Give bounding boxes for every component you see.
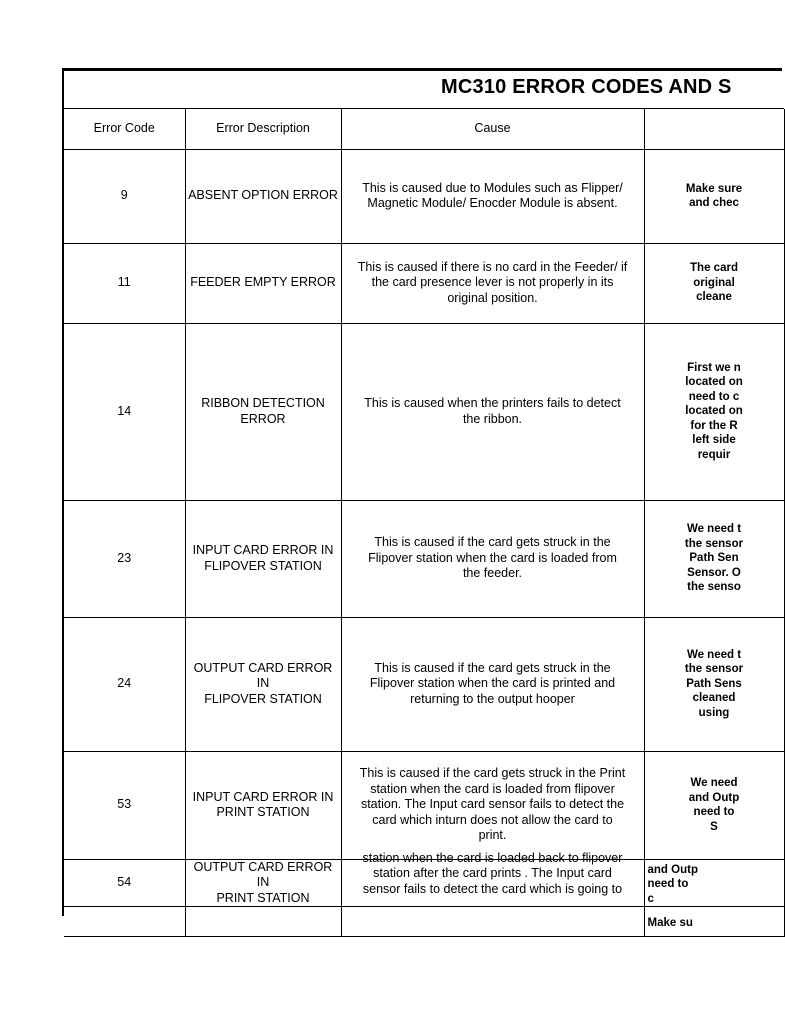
solution-line: cleaned <box>692 692 736 705</box>
error-description-line: FLIPOVER STATION <box>204 558 322 573</box>
cause-line: sensor fails to detect the card which is going to <box>362 881 623 896</box>
table-row <box>64 149 784 243</box>
solution-line: the sensor <box>684 663 744 676</box>
error-description-line: FEEDER EMPTY ERROR <box>190 275 336 290</box>
error-code-cell: 23 <box>64 500 185 617</box>
cause-cell <box>341 850 644 907</box>
solution-line: We need t <box>686 523 742 536</box>
table-row <box>64 500 784 617</box>
cause-line: the card presence lever is not properly in its <box>371 275 614 290</box>
error-description-cell <box>185 323 341 500</box>
solution-cell-clipped <box>644 907 784 937</box>
error-code-cell: 14 <box>64 323 185 500</box>
cause-cell <box>341 751 644 859</box>
error-description-cell <box>185 243 341 323</box>
solution-line: requir <box>697 448 731 461</box>
solution-line: The card <box>690 262 738 275</box>
error-description-cell <box>185 617 341 751</box>
solution-cell-clipped <box>644 149 784 243</box>
error-description-line: INPUT CARD ERROR IN <box>192 543 334 557</box>
header-solution-clipped <box>644 109 784 149</box>
cause-line: the feeder. <box>462 566 523 581</box>
error-description-cell <box>185 500 341 617</box>
solution-line: and Outp <box>688 791 740 804</box>
solution-line: S <box>710 820 718 833</box>
error-description-cell <box>185 907 341 937</box>
header-error-description: Error Description <box>185 109 341 149</box>
solution-line: need to <box>693 806 735 818</box>
solution-line: First we n <box>687 361 741 374</box>
solution-cell-clipped <box>644 500 784 617</box>
error-description-line: ERROR <box>240 411 286 426</box>
error-code-cell: 53 <box>64 751 185 859</box>
solution-line: need to c <box>688 390 740 403</box>
solution-line: and Outp <box>647 863 698 876</box>
cause-line: This is caused due to Modules such as Flipper/ <box>362 180 623 195</box>
cause-cell <box>341 149 644 243</box>
cause-cell <box>341 907 644 937</box>
error-description-cell <box>185 859 341 907</box>
solution-line: for the R <box>690 419 738 432</box>
solution-line: the senso <box>687 581 741 594</box>
header-error-code: Error Code <box>64 109 185 149</box>
solution-line: Path Sen <box>689 552 739 565</box>
error-description-line: FLIPOVER STATION <box>204 691 322 706</box>
error-description-line: ABSENT OPTION ERROR <box>188 188 338 203</box>
solution-line: located on <box>685 405 743 418</box>
solution-cell-clipped <box>644 323 784 500</box>
cause-line: This is caused if the card gets struck in the Print <box>359 766 626 781</box>
cause-line: Magnetic Module/ Enocder Module is absent. <box>367 196 618 210</box>
cause-line: This is caused if there is no card in the Feeder/ if <box>357 259 628 274</box>
cause-cell <box>341 500 644 617</box>
cause-line: station when the card is loaded back to flipover <box>362 850 623 865</box>
solution-line: the sensor <box>684 537 744 550</box>
error-code-cell <box>64 907 185 937</box>
cause-cell <box>341 617 644 751</box>
solution-line: Make su <box>647 917 693 929</box>
cause-line: This is caused if the card gets struck in the <box>374 535 611 550</box>
error-description-line: RIBBON DETECTION <box>201 396 325 410</box>
page-title: MC310 ERROR CODES AND S <box>441 76 732 98</box>
header-row <box>64 109 784 149</box>
error-code-cell: 54 <box>64 859 185 907</box>
cause-line: Flipover station when the card is loaded from <box>368 550 617 565</box>
error-description-line: OUTPUT CARD ERROR IN <box>193 660 333 691</box>
table-row <box>64 751 784 859</box>
solution-line: need to <box>647 878 689 890</box>
table-row <box>64 617 784 751</box>
solution-line: original <box>693 276 735 289</box>
solution-line: We need <box>690 777 738 789</box>
solution-cell-clipped <box>644 243 784 323</box>
cause-cell <box>341 323 644 500</box>
error-description-cell <box>185 149 341 243</box>
error-description-line: OUTPUT CARD ERROR IN <box>193 859 333 889</box>
error-code-cell: 24 <box>64 617 185 751</box>
solution-line: Sensor. O <box>687 566 741 579</box>
cause-line: This is caused if the card gets struck in the <box>374 660 611 675</box>
solution-line: and chec <box>689 197 739 209</box>
cause-line: the ribbon. <box>462 411 523 426</box>
title-row <box>64 71 784 109</box>
error-description-cell <box>185 751 341 859</box>
solution-line: cleane <box>696 291 732 304</box>
solution-cell-clipped <box>644 859 784 907</box>
cause-line: card which inturn does not allow the card to <box>372 812 613 827</box>
cause-line: print. <box>478 828 507 843</box>
cause-line: station when the card is loaded from flipover <box>370 781 615 796</box>
table-row <box>64 243 784 323</box>
table-row <box>64 859 784 907</box>
solution-line: using <box>698 706 730 719</box>
solution-line: c <box>647 892 654 905</box>
error-code-cell: 9 <box>64 149 185 243</box>
error-codes-table <box>64 109 785 937</box>
cause-line: Flipover station when the card is printed and <box>369 676 616 691</box>
cause-line: original position. <box>447 290 538 305</box>
error-description-line: INPUT CARD ERROR IN <box>192 789 334 804</box>
cause-line: This is caused when the printers fails to detect <box>364 396 621 410</box>
cause-line: station. The Input card sensor fails to detect the <box>360 797 625 812</box>
table-row <box>64 907 784 937</box>
solution-line: Path Sens <box>686 677 742 690</box>
header-cause: Cause <box>341 109 644 149</box>
error-description-line: PRINT STATION <box>216 805 310 819</box>
solution-line: We need t <box>686 648 742 661</box>
cause-cell <box>341 243 644 323</box>
cause-line: station after the card prints . The Input card <box>373 866 612 880</box>
error-code-cell: 11 <box>64 243 185 323</box>
cause-line: returning to the output hooper <box>410 691 575 706</box>
solution-line: left side <box>692 434 736 447</box>
solution-line: located on <box>685 376 743 389</box>
solution-cell-clipped <box>644 617 784 751</box>
solution-cell-clipped <box>644 751 784 859</box>
error-codes-table-frame <box>62 68 782 929</box>
solution-line: Make sure <box>685 182 743 195</box>
error-description-line: PRINT STATION <box>216 890 310 905</box>
table-row <box>64 323 784 500</box>
